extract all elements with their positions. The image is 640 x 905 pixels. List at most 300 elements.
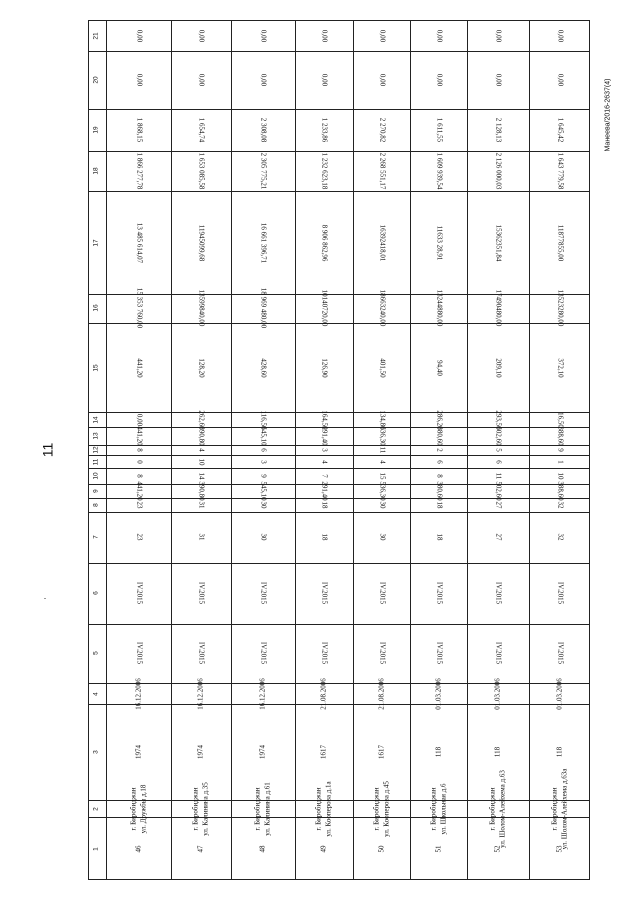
table-cell-col-17-text: 8 906 862,96 bbox=[320, 224, 329, 262]
table-cell-col-20 bbox=[435, 74, 444, 87]
table-cell-col-17 bbox=[556, 224, 565, 262]
table-horizontal-rule bbox=[88, 800, 590, 801]
table-cell-col-7 bbox=[259, 533, 268, 541]
table-horizontal-rule bbox=[88, 109, 590, 110]
table-cell-col-17-text: 16392418,01 bbox=[378, 224, 387, 262]
table-cell-col-10-text: 9 bbox=[259, 474, 268, 478]
address-line-city bbox=[191, 787, 200, 831]
table-cell-col-19 bbox=[556, 117, 565, 143]
table-cell-col-11-text: 3 bbox=[259, 459, 268, 464]
address-line-city bbox=[549, 787, 558, 831]
table-cell-col-5 bbox=[197, 642, 206, 665]
column-number-header-text: 6 bbox=[92, 591, 100, 595]
table-cell-col-6 bbox=[494, 581, 503, 605]
table-cell-col-8 bbox=[320, 501, 329, 509]
table-cell-col-19-text: 2 270,82 bbox=[378, 117, 387, 143]
table-cell-col-17-text: 11633 28,91 bbox=[435, 225, 444, 261]
table-cell-col-5-text: IV.2015 bbox=[494, 642, 503, 665]
table-cell-col-15-text: 126,90 bbox=[320, 357, 329, 378]
address-line-street-text: ул. Калинина д.35 bbox=[201, 782, 210, 836]
table-cell-col-13 bbox=[556, 426, 565, 446]
column-number-header-text: 20 bbox=[92, 76, 100, 84]
table-cell-col-14-text: 0,00 bbox=[135, 413, 144, 427]
address-line-city bbox=[253, 787, 262, 831]
column-number-header-text: 14 bbox=[92, 416, 100, 424]
table-cell-col-11 bbox=[320, 459, 329, 464]
table-cell-col-20 bbox=[135, 74, 144, 87]
table-cell-col-19 bbox=[378, 117, 387, 143]
table-cell-col-14-text: 164,50 bbox=[320, 410, 329, 430]
table-cell-col-10 bbox=[135, 474, 144, 478]
column-number-header bbox=[92, 126, 100, 134]
table-cell-col-1-text: 50 bbox=[376, 845, 385, 853]
table-cell-col-1-text: 51 bbox=[433, 845, 442, 853]
table-cell-col-20-text: 0,00 bbox=[320, 74, 329, 87]
table-cell-col-21 bbox=[320, 29, 329, 42]
address-line-street bbox=[438, 783, 447, 835]
table-cell-col-21 bbox=[435, 29, 444, 42]
column-number-header-text: 3 bbox=[92, 750, 100, 754]
column-number-header bbox=[92, 432, 100, 440]
table-vertical-rule bbox=[410, 20, 411, 880]
table-vertical-rule bbox=[171, 20, 172, 880]
table-cell-col-3 bbox=[258, 745, 267, 760]
table-cell-col-10 bbox=[435, 474, 444, 478]
table-cell-col-9 bbox=[435, 481, 444, 501]
table-cell-col-6-text: IV.2015 bbox=[320, 581, 329, 605]
table-cell-col-19 bbox=[197, 117, 206, 143]
column-number-header-text: 16 bbox=[92, 304, 100, 313]
column-number-header-text: 18 bbox=[92, 167, 100, 175]
table-cell-col-5-text: IV.2015 bbox=[435, 642, 444, 665]
table-cell-col-18-text: 2 268 551,17 bbox=[378, 152, 387, 190]
table-cell-col-18 bbox=[435, 152, 444, 190]
table-cell-col-6 bbox=[556, 581, 565, 605]
table-cell-col-20-text: 0,00 bbox=[197, 74, 206, 87]
table-cell-col-11-text: 4 bbox=[320, 459, 329, 464]
table-vertical-rule bbox=[88, 20, 89, 880]
address-line-city-text: г. Биробиджан bbox=[191, 787, 200, 831]
table-vertical-rule bbox=[295, 20, 296, 880]
address-line-city-text: г. Биробиджан bbox=[549, 787, 558, 831]
table-cell-col-19-text: 1 868,15 bbox=[135, 117, 144, 143]
table-cell-col-20 bbox=[320, 74, 329, 87]
table-cell-col-17 bbox=[435, 225, 444, 261]
table-cell-col-1-text: 52 bbox=[493, 845, 502, 853]
table-cell-col-14 bbox=[378, 410, 387, 430]
address-line-city-text: г. Биробиджан bbox=[128, 787, 137, 831]
table-cell-col-19 bbox=[135, 117, 144, 143]
table-cell-col-19 bbox=[259, 117, 268, 143]
column-number-header-text: 13 bbox=[92, 432, 100, 440]
table-cell-col-21-text: 0,00 bbox=[135, 29, 144, 42]
table-cell-col-1 bbox=[319, 845, 328, 853]
table-cell-col-17 bbox=[320, 224, 329, 262]
table-cell-col-6 bbox=[320, 581, 329, 605]
table-cell-col-20-text: 0,00 bbox=[259, 74, 268, 87]
table-cell-col-21 bbox=[197, 29, 206, 42]
table-cell-col-5-text: IV.2015 bbox=[135, 642, 144, 665]
column-number-header-text: 4 bbox=[92, 691, 100, 696]
address-line-city-text: г. Биробиджан bbox=[253, 787, 262, 831]
table-cell-col-6-text: IV.2015 bbox=[135, 581, 144, 605]
table-cell-col-1-text: 46 bbox=[133, 845, 142, 853]
table-cell-col-11 bbox=[378, 459, 387, 464]
table-cell-col-10 bbox=[320, 474, 329, 478]
table-cell-col-3-text: 1617 bbox=[376, 745, 385, 760]
table-cell-col-1 bbox=[196, 845, 205, 853]
table-cell-col-15-text: 94,40 bbox=[435, 359, 444, 376]
table-cell-col-9 bbox=[378, 481, 387, 501]
table-cell-col-8 bbox=[494, 501, 503, 509]
table-cell-col-16-text: 18663240,00 bbox=[378, 290, 387, 327]
table-horizontal-rule bbox=[88, 512, 590, 513]
table-cell-col-13-text: 291,40 bbox=[320, 426, 329, 446]
table-cell-col-15-text: 441,20 bbox=[135, 357, 144, 378]
column-number-header-text: 19 bbox=[92, 126, 100, 134]
table-cell-col-6 bbox=[259, 581, 268, 605]
table-cell-col-3-text: 118 bbox=[554, 747, 563, 758]
table-horizontal-rule bbox=[88, 683, 590, 684]
table-cell-col-13 bbox=[320, 426, 329, 446]
table-cell-col-13 bbox=[435, 426, 444, 446]
table-cell-col-10 bbox=[259, 474, 268, 478]
table-cell-col-18-text: 1 866 277,78 bbox=[135, 152, 144, 190]
table-cell-col-12-text: 5 bbox=[494, 448, 503, 452]
address-line-street-text: ул. Кооперова д.1а bbox=[324, 781, 333, 837]
table-cell-col-10-text: 15 bbox=[378, 472, 387, 480]
column-number-header-text: 1 bbox=[92, 846, 100, 851]
table-cell-col-11 bbox=[197, 458, 206, 466]
table-cell-col-6-text: IV.2015 bbox=[259, 581, 268, 605]
table-cell-col-4 bbox=[196, 677, 205, 710]
table-cell-col-13-text: 380,60 bbox=[435, 426, 444, 446]
column-number-header bbox=[92, 503, 100, 507]
column-number-header-text: 11 bbox=[92, 458, 100, 466]
table-cell-col-12 bbox=[197, 448, 206, 452]
table-cell-col-10-text: 8 bbox=[135, 474, 144, 478]
table-cell-col-15-text: 401,50 bbox=[378, 357, 387, 378]
address-line-city bbox=[428, 787, 437, 831]
table-cell-col-10-text: 14 bbox=[197, 472, 206, 480]
table-cell-col-1 bbox=[133, 845, 142, 853]
address-line-city bbox=[314, 787, 323, 831]
table-cell-col-6-text: IV.2015 bbox=[435, 581, 444, 605]
table-horizontal-rule bbox=[88, 817, 590, 818]
table-cell-col-18 bbox=[259, 152, 268, 190]
table-cell-col-5 bbox=[259, 642, 268, 665]
table-cell-col-18 bbox=[197, 152, 206, 190]
table-cell-col-19 bbox=[435, 117, 444, 142]
table-cell-col-18 bbox=[320, 152, 329, 190]
table-cell-col-17-text: 11945099,68 bbox=[197, 224, 206, 262]
column-number-header bbox=[92, 691, 100, 696]
table-cell-col-16-text: 13244880,00 bbox=[435, 290, 444, 327]
table-cell-col-14 bbox=[259, 410, 268, 430]
address-line-street-text: ул. Шолом-Алейхема д.63а bbox=[559, 768, 568, 850]
table-cell-col-10 bbox=[494, 472, 503, 480]
table-cell-col-4-text: 01.03.2006 bbox=[493, 677, 502, 710]
address-line-street bbox=[498, 770, 507, 848]
table-cell-col-3-text: 1617 bbox=[319, 745, 328, 760]
table-cell-col-16-text: 17490480,00 bbox=[494, 290, 503, 327]
table-cell-col-6 bbox=[135, 581, 144, 605]
table-cell-col-11-text: 10 bbox=[197, 458, 206, 466]
table-cell-col-14 bbox=[197, 410, 206, 430]
table-cell-col-4-text: 16.12.2006 bbox=[258, 677, 267, 710]
table-cell-col-15-text: 372,10 bbox=[556, 357, 565, 378]
table-cell-col-8 bbox=[378, 501, 387, 509]
table-cell-col-16 bbox=[556, 290, 565, 327]
table-horizontal-rule bbox=[88, 879, 590, 880]
table-cell-col-9 bbox=[556, 481, 565, 501]
address-line-city bbox=[488, 787, 497, 831]
table-cell-col-9-text: 536,30 bbox=[378, 481, 387, 501]
table-cell-col-17-text: 16 661 396,71 bbox=[259, 222, 268, 263]
table-cell-col-16 bbox=[320, 290, 329, 327]
table-cell-col-3-text: 118 bbox=[433, 747, 442, 758]
table-cell-col-14-text: 134,80 bbox=[378, 410, 387, 430]
column-number-header bbox=[92, 489, 100, 493]
column-number-header-text: 8 bbox=[92, 503, 100, 507]
table-cell-col-15 bbox=[197, 357, 206, 378]
table-cell-col-14 bbox=[320, 410, 329, 430]
table-cell-col-11 bbox=[494, 459, 503, 464]
column-number-header-text: 17 bbox=[92, 239, 100, 247]
table-cell-col-6-text: IV.2015 bbox=[556, 581, 565, 605]
table-cell-col-13 bbox=[259, 426, 268, 446]
table-cell-col-5 bbox=[556, 642, 565, 665]
table-cell-col-12-text: 9 bbox=[556, 448, 565, 452]
table-cell-col-3 bbox=[319, 745, 328, 760]
address-line-street bbox=[559, 768, 568, 850]
column-number-header-text: 5 bbox=[92, 651, 100, 656]
table-cell-col-21 bbox=[494, 29, 503, 42]
table-cell-col-8 bbox=[435, 501, 444, 509]
table-horizontal-rule bbox=[88, 20, 590, 21]
table-horizontal-rule bbox=[88, 445, 590, 446]
table-cell-col-10 bbox=[556, 472, 565, 480]
table-cell-col-21 bbox=[135, 29, 144, 42]
table-cell-col-6 bbox=[197, 581, 206, 605]
table-cell-col-8 bbox=[259, 501, 268, 509]
table-cell-col-12-text: 8 bbox=[135, 448, 144, 452]
address-line-street bbox=[201, 782, 210, 836]
table-cell-col-8-text: 27 bbox=[494, 501, 503, 509]
table-cell-col-12-text: 11 bbox=[378, 446, 387, 454]
table-cell-col-9-text: 441,20 bbox=[135, 481, 144, 501]
column-number-header bbox=[92, 239, 100, 247]
table-cell-col-8 bbox=[197, 501, 206, 509]
column-number-header bbox=[92, 535, 100, 539]
address-line-street bbox=[263, 782, 272, 836]
table-cell-col-12 bbox=[494, 448, 503, 452]
scan-speck bbox=[44, 598, 46, 599]
table-cell-col-1-text: 47 bbox=[196, 845, 205, 853]
table-cell-col-1 bbox=[258, 845, 267, 853]
table-cell-col-7-text: 32 bbox=[556, 533, 565, 541]
table-cell-col-18-text: 1 232 623,18 bbox=[320, 152, 329, 190]
table-cell-col-16 bbox=[378, 290, 387, 327]
column-number-header bbox=[92, 651, 100, 656]
table-cell-col-8-text: 31 bbox=[197, 501, 206, 509]
column-number-header-text: 12 bbox=[92, 446, 100, 454]
table-vertical-rule bbox=[589, 20, 590, 880]
data-table bbox=[88, 20, 590, 880]
table-cell-col-9-text: 291,40 bbox=[320, 481, 329, 501]
table-cell-col-9 bbox=[135, 481, 144, 501]
table-cell-col-21 bbox=[378, 29, 387, 42]
table-cell-col-7-text: 18 bbox=[320, 533, 329, 541]
table-cell-col-16 bbox=[494, 290, 503, 327]
table-cell-col-12-text: 6 bbox=[259, 448, 268, 452]
table-cell-col-18-text: 1 609 939,54 bbox=[435, 152, 444, 190]
table-cell-col-19-text: 2 308,08 bbox=[259, 117, 268, 143]
table-cell-col-11 bbox=[259, 459, 268, 464]
table-cell-col-10-text: 10 bbox=[556, 472, 565, 480]
table-cell-col-14 bbox=[494, 410, 503, 430]
table-cell-col-10 bbox=[197, 472, 206, 480]
table-cell-col-21-text: 0,00 bbox=[197, 29, 206, 42]
table-vertical-rule bbox=[467, 20, 468, 880]
table-horizontal-rule bbox=[88, 468, 590, 469]
table-horizontal-rule bbox=[88, 323, 590, 324]
table-cell-col-8-text: 32 bbox=[556, 501, 565, 509]
table-cell-col-6-text: IV.2015 bbox=[197, 581, 206, 605]
table-horizontal-rule bbox=[88, 51, 590, 52]
address-line-street-text: ул. Калинина д.61 bbox=[263, 782, 272, 836]
column-number-header bbox=[92, 167, 100, 175]
column-number-header bbox=[92, 846, 100, 851]
table-cell-col-3-text: 1974 bbox=[258, 745, 267, 760]
table-cell-col-16-text: 13599840,00 bbox=[197, 290, 206, 327]
table-cell-col-7 bbox=[435, 533, 444, 541]
table-cell-col-9 bbox=[259, 481, 268, 501]
table-cell-col-14-text: 16,50 bbox=[556, 412, 565, 428]
table-cell-col-4-text: 01.03.2006 bbox=[554, 677, 563, 710]
address-line-city-text: г. Биробиджан bbox=[488, 787, 497, 831]
table-cell-col-11 bbox=[556, 459, 565, 464]
table-cell-col-11-text: 0 bbox=[135, 459, 144, 464]
table-cell-col-16-text: 10140720,00 bbox=[320, 290, 329, 327]
table-cell-col-15-text: 128,20 bbox=[197, 357, 206, 378]
table-horizontal-rule bbox=[88, 484, 590, 485]
table-cell-col-13-text: 388,60 bbox=[556, 426, 565, 446]
table-horizontal-rule bbox=[88, 151, 590, 152]
table-cell-col-14 bbox=[556, 412, 565, 428]
address-line-street-text: ул. Школьная д.6 bbox=[438, 783, 447, 835]
table-cell-col-19 bbox=[494, 117, 503, 143]
column-number-header-text: 10 bbox=[92, 472, 100, 480]
column-number-header bbox=[92, 807, 100, 811]
table-cell-col-3 bbox=[196, 745, 205, 760]
table-cell-col-15 bbox=[259, 357, 268, 378]
table-cell-col-21-text: 0,00 bbox=[494, 29, 503, 42]
table-cell-col-13 bbox=[378, 426, 387, 446]
table-cell-col-9-text: 545,10 bbox=[259, 481, 268, 501]
table-cell-col-5 bbox=[320, 642, 329, 665]
table-cell-col-17-text: 13 485 614,07 bbox=[135, 222, 144, 263]
table-cell-col-5-text: IV.2015 bbox=[259, 642, 268, 665]
table-cell-col-17 bbox=[378, 224, 387, 262]
table-cell-col-5 bbox=[494, 642, 503, 665]
table-cell-col-5-text: IV.2015 bbox=[320, 642, 329, 665]
table-cell-col-12 bbox=[556, 448, 565, 452]
table-cell-col-1 bbox=[376, 845, 385, 853]
table-cell-col-21 bbox=[556, 29, 565, 42]
table-cell-col-15 bbox=[494, 357, 503, 378]
table-cell-col-3 bbox=[133, 745, 142, 760]
table-cell-col-3-text: 118 bbox=[493, 747, 502, 758]
table-cell-col-1-text: 48 bbox=[258, 845, 267, 853]
table-cell-col-13-text: 390,80 bbox=[197, 426, 206, 446]
table-cell-col-7 bbox=[197, 533, 206, 541]
address-line-city-text: г. Биробиджан bbox=[314, 787, 323, 831]
address-line-city bbox=[371, 787, 380, 831]
column-number-header-text: 21 bbox=[92, 32, 100, 40]
table-cell-col-8-text: 30 bbox=[259, 501, 268, 509]
address-line-street bbox=[381, 780, 390, 837]
table-cell-col-17 bbox=[259, 222, 268, 263]
table-cell-col-15 bbox=[556, 357, 565, 378]
table-cell-col-11 bbox=[135, 459, 144, 464]
table-cell-col-5 bbox=[378, 642, 387, 665]
table-cell-col-8-text: 30 bbox=[378, 501, 387, 509]
column-number-header bbox=[92, 458, 100, 466]
table-cell-col-9 bbox=[197, 481, 206, 501]
table-cell-col-20-text: 0,00 bbox=[435, 74, 444, 87]
table-cell-col-17-text: 11877855,00 bbox=[556, 224, 565, 262]
column-number-header bbox=[92, 363, 100, 372]
table-cell-col-21-text: 0,00 bbox=[259, 29, 268, 42]
table-cell-col-1-text: 49 bbox=[319, 845, 328, 853]
table-cell-col-11-text: 6 bbox=[435, 459, 444, 464]
table-vertical-rule bbox=[353, 20, 354, 880]
table-cell-col-13 bbox=[494, 426, 503, 446]
table-cell-col-7-text: 18 bbox=[435, 533, 444, 541]
table-cell-col-8-text: 23 bbox=[135, 501, 144, 509]
column-number-header bbox=[92, 472, 100, 480]
table-cell-col-4-text: 21.08.2006 bbox=[376, 677, 385, 710]
table-cell-col-21-text: 0,00 bbox=[378, 29, 387, 42]
table-cell-col-10-text: 7 bbox=[320, 474, 329, 478]
table-cell-col-12-text: 4 bbox=[197, 448, 206, 452]
table-horizontal-rule bbox=[88, 498, 590, 499]
table-cell-col-18-text: 1 653 085,58 bbox=[197, 152, 206, 190]
table-cell-col-21 bbox=[259, 29, 268, 42]
table-cell-col-7 bbox=[135, 533, 144, 541]
table-horizontal-rule bbox=[88, 455, 590, 456]
table-cell-col-21-text: 0,00 bbox=[435, 29, 444, 42]
table-cell-col-14-text: 286,20 bbox=[435, 410, 444, 430]
table-cell-col-16-text: 13523280,00 bbox=[556, 290, 565, 327]
table-cell-col-19-text: 2 128,13 bbox=[494, 117, 503, 143]
table-horizontal-rule bbox=[88, 191, 590, 192]
table-cell-col-20 bbox=[378, 74, 387, 87]
table-cell-col-9-text: 502,60 bbox=[494, 481, 503, 501]
table-cell-col-14-text: 116,50 bbox=[259, 410, 268, 430]
table-cell-col-20 bbox=[259, 74, 268, 87]
table-cell-col-12 bbox=[378, 446, 387, 454]
table-cell-col-5 bbox=[135, 642, 144, 665]
table-horizontal-rule bbox=[88, 624, 590, 625]
table-cell-col-5-text: IV.2015 bbox=[556, 642, 565, 665]
column-number-header-text: 2 bbox=[92, 807, 100, 811]
table-cell-col-7 bbox=[320, 533, 329, 541]
table-cell-col-18-text: 2 126 000,03 bbox=[494, 152, 503, 190]
page-number: 11 bbox=[39, 442, 56, 458]
table-cell-col-9-text: 380,60 bbox=[435, 481, 444, 501]
